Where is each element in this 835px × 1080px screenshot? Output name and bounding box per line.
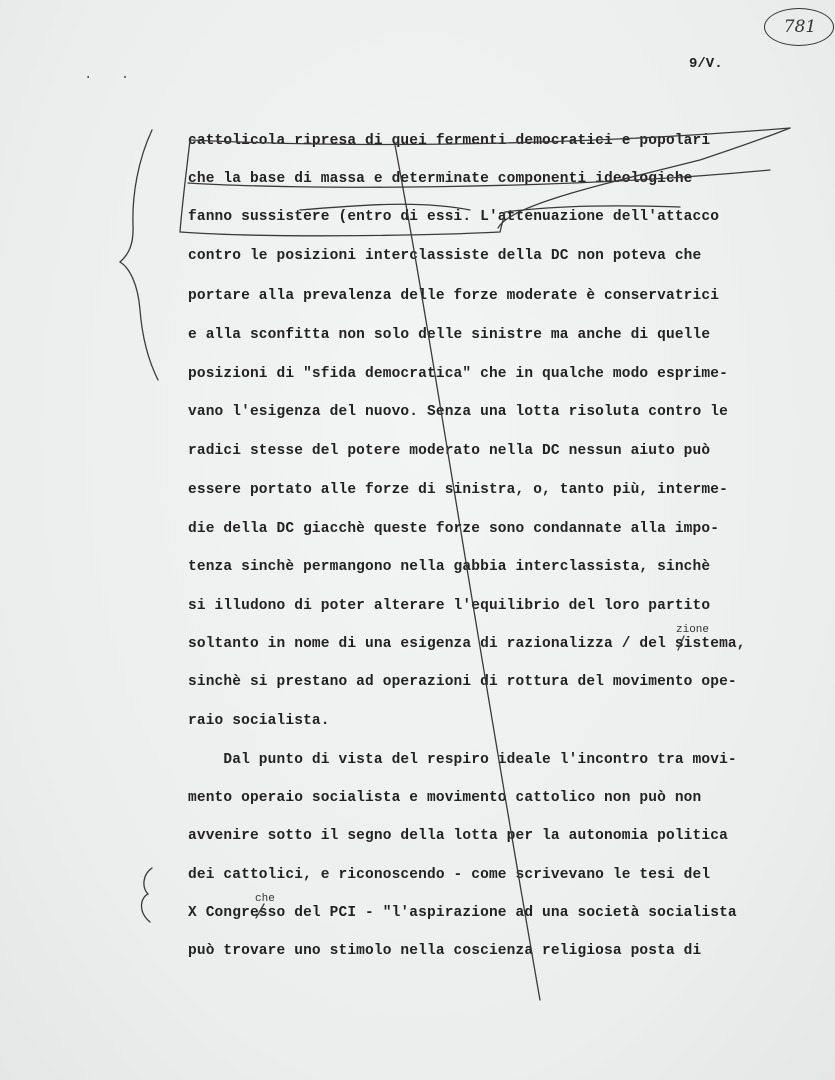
- text-line: soltanto in nome di una esigenza di razionalizza / del sistema,: [188, 636, 746, 652]
- text-line: portare alla prevalenza delle forze moderate è conservatrici: [188, 288, 720, 304]
- text-line: e alla sconfitta non solo delle sinistre ma anche di quelle: [188, 327, 711, 343]
- text-line: raio socialista.: [188, 713, 330, 729]
- margin-bracket: [120, 130, 158, 380]
- text-line: die della DC giacchè queste forze sono condannate alla impo-: [188, 521, 720, 537]
- text-line: mento operaio socialista e movimento cattolico non può non: [188, 790, 702, 806]
- text-line: X Congresso del PCI - "l'aspirazione ad una società socialista: [188, 905, 737, 921]
- archive-number: 781: [783, 17, 817, 37]
- text-line: contro le posizioni interclassiste della DC non poteva che: [188, 248, 702, 264]
- text-line: può trovare uno stimolo nella coscienza religiosa posta di: [188, 943, 702, 959]
- text-line: avvenire sotto il segno della lotta per la autonomia politica: [188, 828, 728, 844]
- text-line: cattolicola ripresa di quei fermenti democratici e popolari: [188, 133, 711, 149]
- text-line: sinchè si prestano ad operazioni di rottura del movimento ope-: [188, 674, 737, 690]
- page-number: 9/V.: [689, 56, 723, 72]
- text-line: dei cattolici, e riconoscendo - come scrivevano le tesi del: [188, 867, 711, 883]
- insertion-zione: zione: [676, 624, 710, 636]
- margin-dots: · ·: [84, 70, 140, 86]
- text-line: essere portato alle forze di sinistra, o, tanto più, interme-: [188, 482, 728, 498]
- text-line: radici stesse del potere moderato nella DC nessun aiuto può: [188, 443, 711, 459]
- text-line: fanno sussistere (entro di essi. L'attenuazione dell'attacco: [188, 209, 720, 225]
- text-line: Dal punto di vista del respiro ideale l'incontro tra movi-: [188, 752, 737, 768]
- text-line: tenza sinchè permangono nella gabbia interclassista, sinchè: [188, 559, 711, 575]
- margin-brace: [142, 868, 153, 922]
- text-line: che la base di massa e determinate componenti ideologiche: [188, 171, 693, 187]
- insertion-che: che: [255, 893, 275, 905]
- text-line: vano l'esigenza del nuovo. Senza una lotta risoluta contro le: [188, 404, 728, 420]
- text-line: posizioni di "sfida democratica" che in qualche modo esprime-: [188, 366, 728, 382]
- text-line: si illudono di poter alterare l'equilibrio del loro partito: [188, 598, 711, 614]
